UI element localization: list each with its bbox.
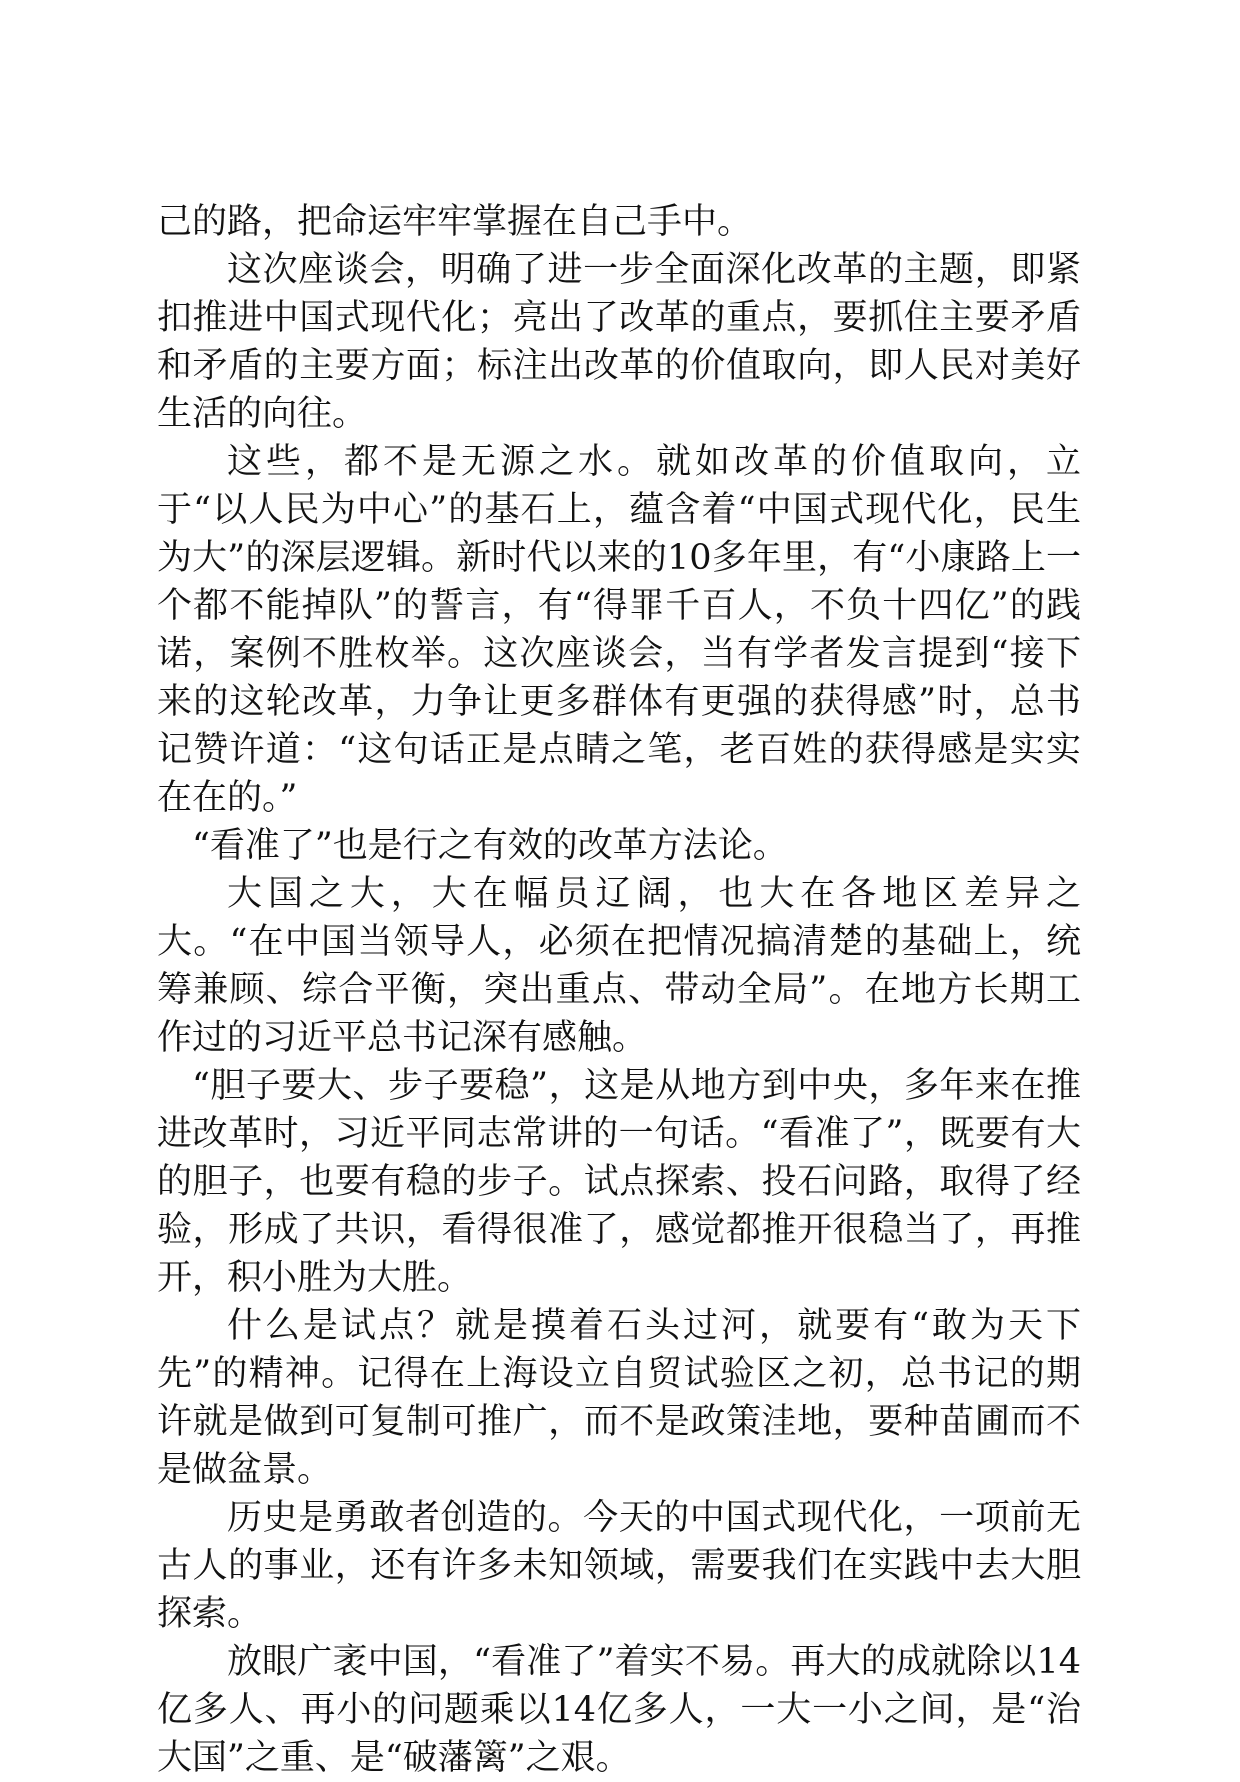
paragraph-vast-china: 放眼广袤中国，“看准了”着实不易。再大的成就除以14亿多人、再小的问题乘以14亿多人，一大一小之间，是“治大国”之重、是“破藩篱”之艰。 (157, 1642, 1081, 1778)
paragraph-continuation: 己的路，把命运牢牢掌握在自己手中。 (157, 202, 753, 242)
paragraph-pilot: 什么是试点？就是摸着石头过河，就要有“敢为天下先”的精神。记得在上海设立自贸试验区之初，总书记的期许就是做到可复制可推广，而不是政策洼地，要种苗圃而不是做盆景。 (157, 1306, 1081, 1490)
paragraph-value-orientation: 这些，都不是无源之水。就如改革的价值取向，立于“以人民为中心”的基石上，蕴含着“中国式现代化，民生为大”的深层逻辑。新时代以来的10多年里，有“小康路上一个都不能掉队”的誓言，有“得罪千百人，不负十四亿”的践诺，案例不胜枚举。这次座谈会，当有学者发言提到“接下来的这轮改革，力争让更多群体有更强的获得感”时，总书记赞许道：“这句话正是点睛之笔，老百姓的获得感是实实在在的。” (157, 442, 1081, 818)
paragraph-symposium-theme: 这次座谈会，明确了进一步全面深化改革的主题，即紧扣推进中国式现代化；亮出了改革的重点，要抓住主要矛盾和矛盾的主要方面；标注出改革的价值取向，即人民对美好生活的向往。 (157, 250, 1081, 434)
paragraph-history: 历史是勇敢者创造的。今天的中国式现代化，一项前无古人的事业，还有许多未知领域，需要我们在实践中去大胆探索。 (157, 1498, 1081, 1634)
paragraph-bold-steady: “胆子要大、步子要稳”，这是从地方到中央，多年来在推进改革时，习近平同志常讲的一句话。“看准了”，既要有大的胆子，也要有稳的步子。试点探索、投石问路，取得了经验，形成了共识，看得很准了，感觉都推开很稳当了，再推开，积小胜为大胜。 (157, 1066, 1081, 1298)
paragraph-large-country: 大国之大，大在幅员辽阔，也大在各地区差异之大。“在中国当领导人，必须在把情况搞清楚的基础上，统筹兼顾、综合平衡，突出重点、带动全局”。在地方长期工作过的习近平总书记深有感触。 (157, 874, 1081, 1058)
document-body (157, 198, 1081, 1782)
paragraph-methodology: “看准了”也是行之有效的改革方法论。 (192, 826, 788, 866)
